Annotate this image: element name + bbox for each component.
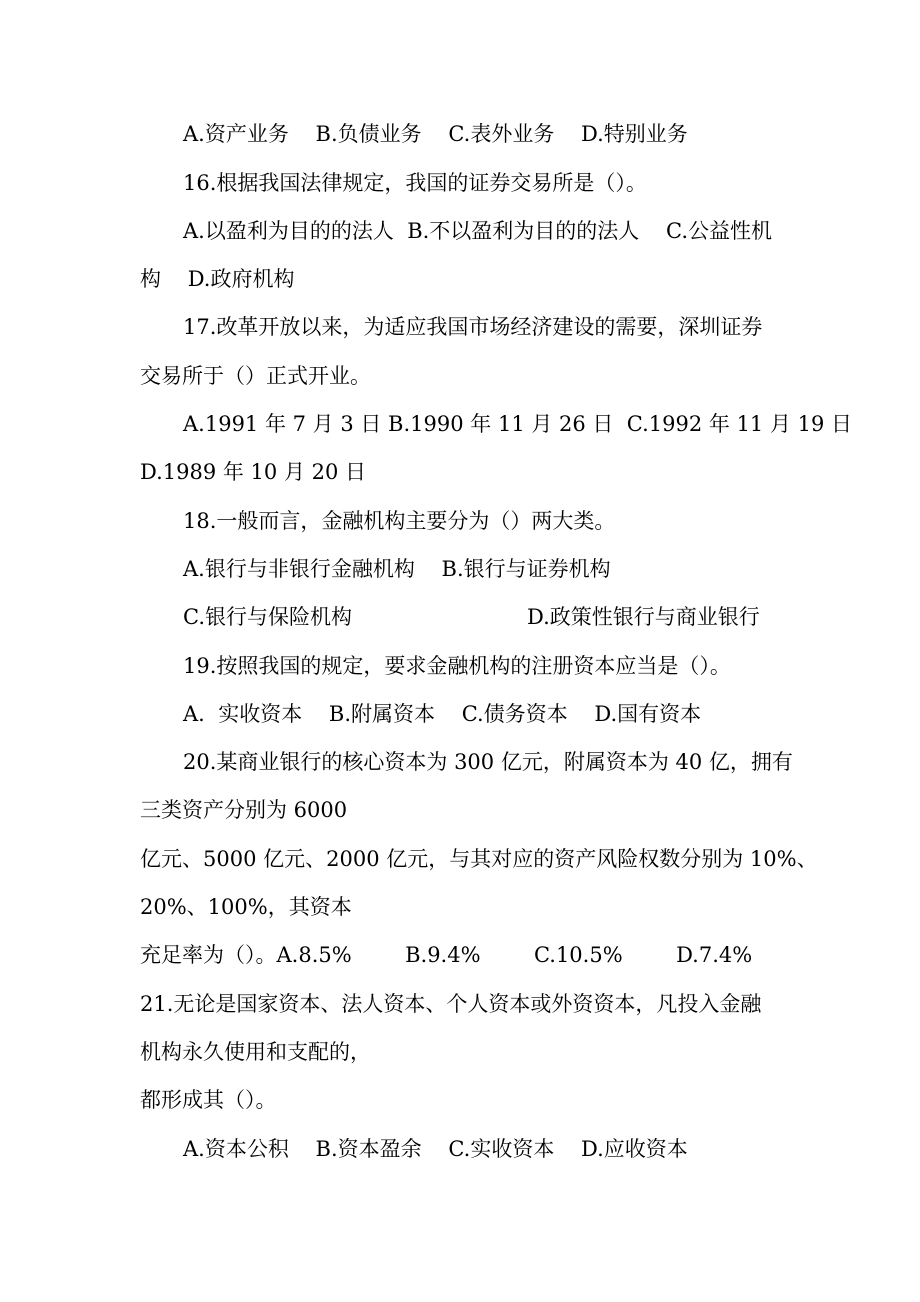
q18-options-line1: A.银行与非银行金融机构 B.银行与证券机构 (183, 557, 611, 581)
q18-question: 18.一般而言，金融机构主要分为（）两大类。 (183, 509, 616, 533)
q16-question: 16.根据我国法律规定，我国的证券交易所是（）。 (183, 171, 647, 195)
q20-question-line4: 20%、100%，其资本 (140, 895, 352, 919)
q21-question-line1: 21.无论是国家资本、法人资本、个人资本或外资资本，凡投入金融 (140, 992, 762, 1016)
q18-option-c: C.银行与保险机构 (183, 605, 352, 629)
q17-question-line2: 交易所于（）正式开业。 (140, 364, 371, 388)
q20-question-line1: 20.某商业银行的核心资本为 300 亿元，附属资本为 40 亿，拥有 (183, 750, 793, 774)
q18-option-d: D.政策性银行与商业银行 (527, 605, 760, 629)
q21-question-line2: 机构永久使用和支配的， (140, 1040, 371, 1064)
q17-options-line2: D.1989 年 10 月 20 日 (140, 460, 367, 484)
q16-options-line1: A.以盈利为目的的法人 B.不以盈利为目的的法人 C.公益性机 (183, 219, 772, 243)
q19-question: 19.按照我国的规定，要求金融机构的注册资本应当是（）。 (183, 654, 731, 678)
q17-options-line1: A.1991 年 7 月 3 日 B.1990 年 11 月 26 日 C.1992 年 11 月 19 日 (183, 412, 853, 436)
q17-question-line1: 17.改革开放以来，为适应我国市场经济建设的需要，深圳证券 (183, 315, 763, 339)
q21-options: A.资本公积 B.资本盈余 C.实收资本 D.应收资本 (183, 1137, 688, 1161)
q19-options: A. 实收资本 B.附属资本 C.债务资本 D.国有资本 (183, 702, 702, 726)
q15-options: A.资产业务 B.负债业务 C.表外业务 D.特别业务 (183, 122, 688, 146)
q20-question-line3: 亿元、5000 亿元、2000 亿元，与其对应的资产风险权数分别为 10%、 (140, 847, 818, 871)
q20-question-line2: 三类资产分别为 6000 (140, 798, 348, 822)
q16-options-line2: 构 D.政府机构 (140, 267, 295, 291)
q21-question-line3: 都形成其（）。 (140, 1088, 277, 1112)
q20-question-line5: 充足率为（）。A.8.5% B.9.4% C.10.5% D.7.4% (140, 943, 753, 967)
